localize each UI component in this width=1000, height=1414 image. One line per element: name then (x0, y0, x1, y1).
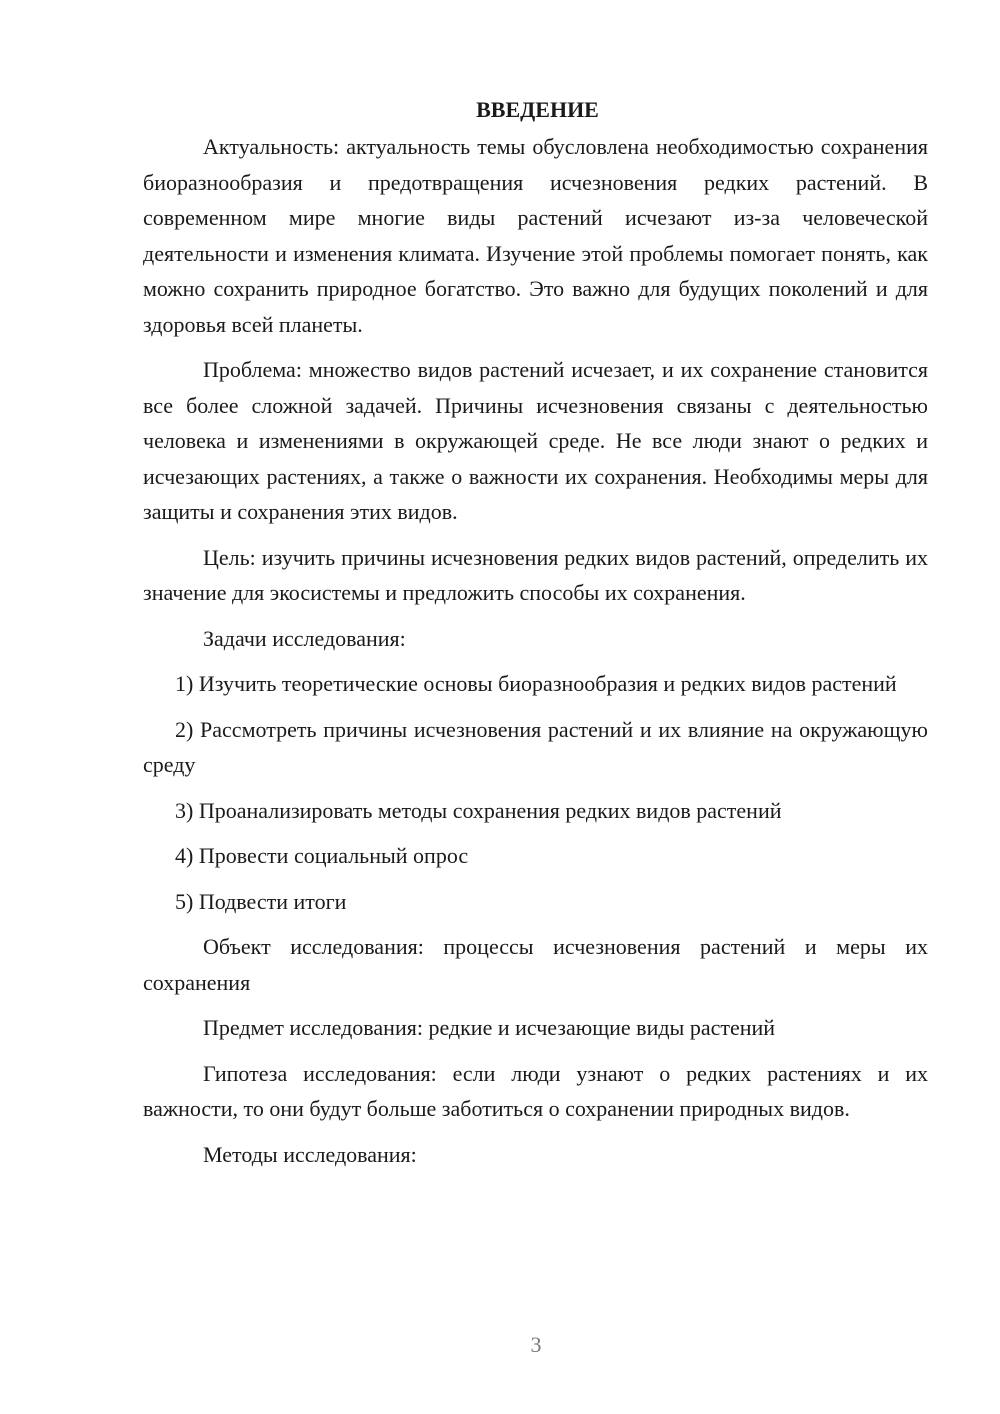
problem-paragraph: Проблема: множество видов растений исчезает, и их сохранение становится все более сложной задачей. Причины исчезновения связаны с деятельностью человека и изменениями в окружающей среде. Не все люди знают о редких и исчезающих растениях, а также о важности их сохранения. Необходимы меры для защиты и сохранения этих видов. (143, 357, 928, 524)
task-item-4: 4) Провести социальный опрос (175, 843, 469, 868)
task-item-3: 3) Проанализировать методы сохранения редких видов растений (175, 797, 782, 823)
methods-heading: Методы исследования: (203, 1141, 417, 1167)
page-content (143, 92, 928, 1182)
goal-paragraph: Цель: изучить причины исчезновения редких видов растений, определить их значение для экосистемы и предложить способы их сохранения. (143, 544, 928, 605)
subject-paragraph: Предмет исследования: редкие и исчезающие виды растений (203, 1015, 776, 1040)
object-paragraph: Объект исследования: процессы исчезновения растений и меры их сохранения (143, 934, 928, 995)
tasks-heading: Задачи исследования: (203, 625, 406, 651)
task-item-2: 2) Рассмотреть причины исчезновения растений и их влияние на окружающую среду (143, 716, 928, 777)
hypothesis-paragraph: Гипотеза исследования: если люди узнают о редких растениях и их важности, то они будут больше заботиться о сохранении природных видов. (143, 1060, 928, 1121)
page-number: 3 (530, 1332, 542, 1357)
task-item-5: 5) Подвести итоги (175, 888, 347, 914)
relevance-paragraph: Актуальность: актуальность темы обусловлена необходимостью сохранения биоразнообразия и предотвращения исчезновения редких растений. В современном мире многие виды растений исчезают из-за человеческой деятельности и изменения климата. Изучение этой проблемы помогает понять, как можно сохранить природное богатство. Это важно для будущих поколений и для здоровья всей планеты. (143, 134, 928, 337)
section-title: ВВЕДЕНИЕ (476, 97, 599, 122)
task-item-1: 1) Изучить теоретические основы биоразнообразия и редких видов растений (175, 671, 897, 696)
